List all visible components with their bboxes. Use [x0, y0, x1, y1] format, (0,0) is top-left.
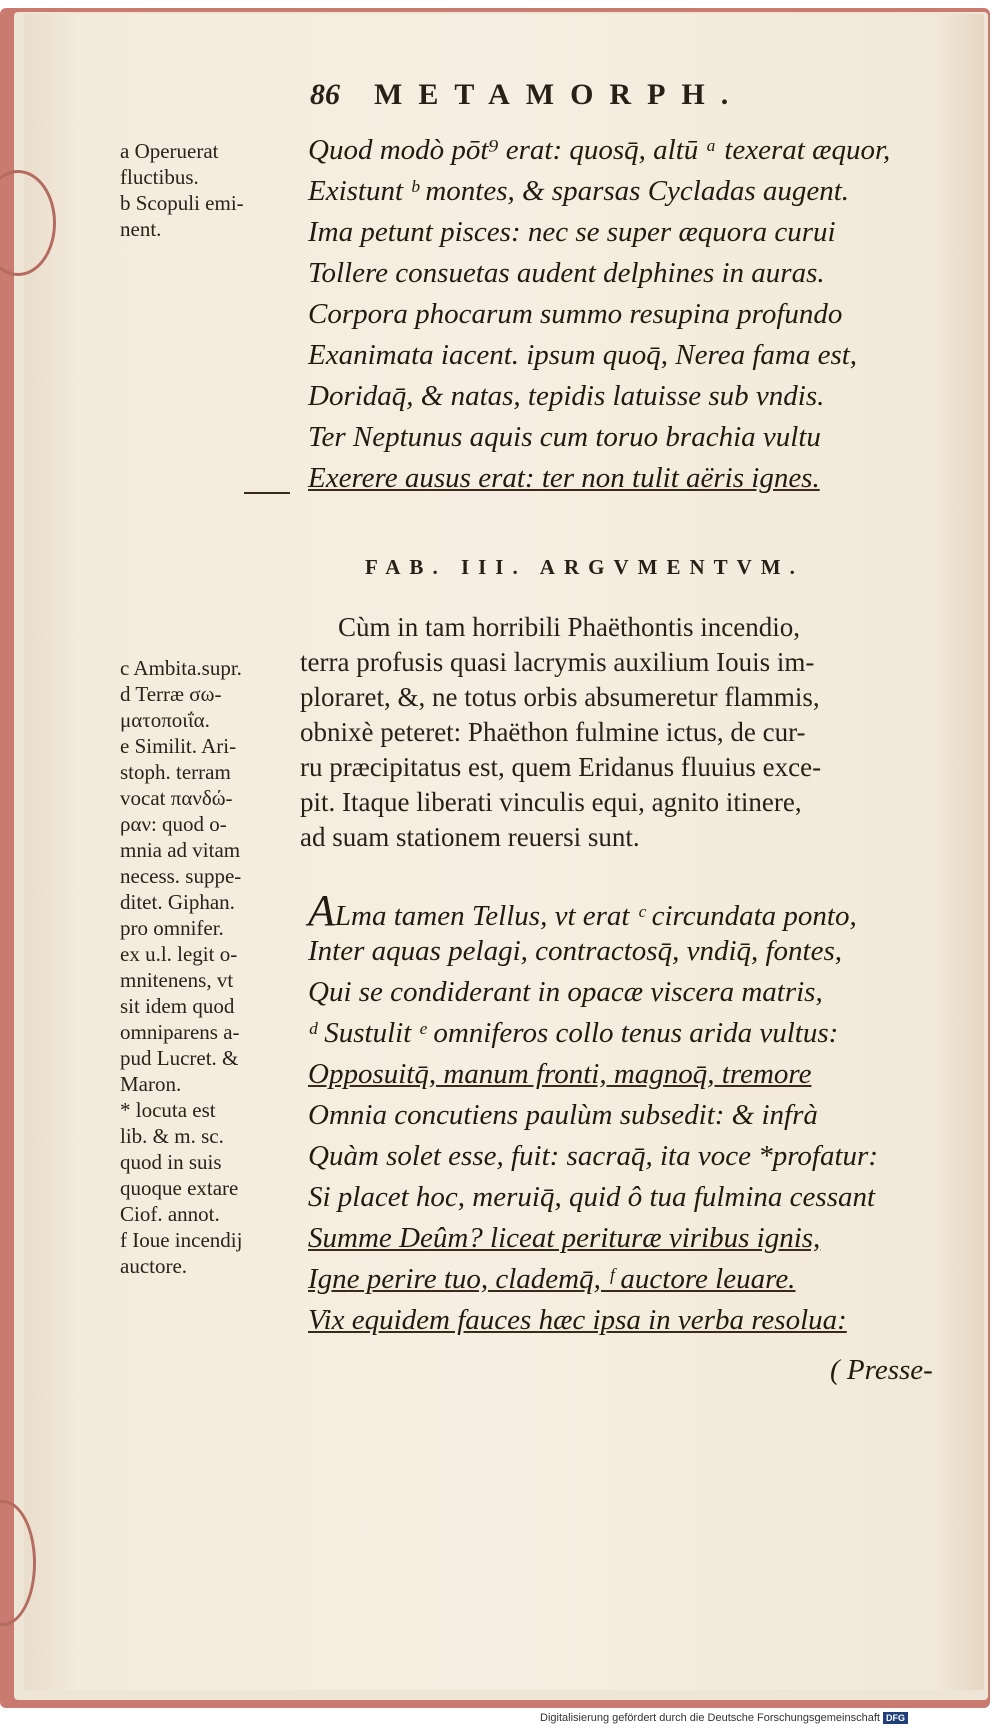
gloss-line: stoph. terram [120, 760, 231, 784]
argument-line: ad suam stationem reuersi sunt. [300, 822, 640, 852]
gloss-line: pro omnifer. [120, 916, 224, 940]
marginal-glosses-bottom [120, 655, 295, 1279]
gloss-line: d Terræ σω- [120, 682, 222, 706]
verse-line-underlined: Opposuitq̄, manum fronti, magnoq̄, tremore [308, 1058, 812, 1090]
verse-line: Omnia concutiens paulùm subsedit: & infrà [308, 1099, 818, 1131]
running-head [310, 78, 744, 112]
verse-line: ᵈ Sustulit ᵉ omniferos collo tenus arida vultus: [308, 1017, 839, 1049]
gloss-line: omniparens a- [120, 1020, 240, 1044]
gloss-line: c Ambita.supr. [120, 656, 242, 680]
gloss-line: a Operuerat [120, 139, 219, 163]
gloss-line: Maron. [120, 1072, 182, 1096]
argument-line: terra profusis quasi lacrymis auxilium Iouis im- [300, 647, 815, 677]
initial-letter: A [308, 886, 335, 935]
argument-line: Cùm in tam horribili Phaëthontis incendio, [338, 612, 800, 642]
page-number: 86 [310, 78, 340, 111]
catchword: ( Presse- [830, 1354, 933, 1386]
verse-line: Doridaq̄, & natas, tepidis latuisse sub vndis. [308, 380, 825, 412]
verse-line-first [308, 886, 968, 935]
gloss-line: auctore. [120, 1254, 188, 1278]
argument-line: ploraret, &, ne totus orbis absumeretur flammis, [300, 682, 820, 712]
verse-line-underlined: Exerere ausus erat: ter non tulit aëris ignes. [308, 462, 820, 494]
gloss-line: ραν: quod o- [120, 812, 227, 836]
gloss-line: necess. suppe- [120, 864, 242, 888]
gloss-line: nent. [120, 217, 162, 241]
gloss-line: * locuta est [120, 1098, 216, 1122]
gloss-line: sit idem quod [120, 994, 235, 1018]
verse-line: Exanimata iacent. ipsum quoq̄, Nerea fama est, [308, 339, 858, 371]
verse-line: Quod modò pōt⁹ erat: quosq̄, altū ᵃ texerat æquor, [308, 134, 891, 166]
verse-line-underlined: Igne perire tuo, clademq̄, ᶠ auctore leuare. [308, 1263, 796, 1295]
marginal-glosses-top [120, 138, 295, 242]
gloss-line: vocat πανδώ- [120, 786, 233, 810]
verse-line: Qui se condiderant in opacæ viscera matris, [308, 976, 823, 1008]
gloss-line: f Ioue incendij [120, 1228, 243, 1252]
gloss-line: fluctibus. [120, 165, 199, 189]
gloss-line: e Similit. Ari- [120, 734, 237, 758]
argument-line: pit. Itaque liberati vinculis equi, agnito itinere, [300, 787, 802, 817]
footer-text: Digitalisierung gefördert durch die Deutsche Forschungsgemeinschaft [540, 1712, 880, 1724]
gloss-line: mnia ad vitam [120, 838, 241, 862]
gloss-line: ματοποιΐα. [120, 708, 210, 732]
pencil-mark [244, 492, 290, 494]
gloss-line: lib. & m. sc. [120, 1124, 224, 1148]
verse-line: Inter aquas pelagi, contractosq̄, vndiq̄, fontes, [308, 935, 843, 967]
fable-title: FAB. III. ARGVMENTVM. [365, 555, 804, 579]
dfg-logo: DFG [883, 1712, 908, 1724]
gloss-line: Ciof. annot. [120, 1202, 220, 1226]
running-title: METAMORPH. [374, 78, 745, 111]
gloss-line: quoque extare [120, 1176, 239, 1200]
argument-line: ru præcipitatus est, quem Eridanus fluuius exce- [300, 752, 822, 782]
gloss-line: mnitenens, vt [120, 968, 234, 992]
verse-block-top [308, 130, 968, 499]
gloss-line: ditet. Giphan. [120, 890, 235, 914]
gloss-line: quod in suis [120, 1150, 222, 1174]
verse-line: Existunt ᵇ montes, & sparsas Cycladas augent. [308, 175, 850, 207]
verse-line-text: Lma tamen Tellus, vt erat ᶜ circundata ponto, [334, 900, 857, 932]
verse-block-bottom [308, 886, 968, 1341]
verse-line: Corpora phocarum summo resupina profundo [308, 298, 843, 330]
digitization-footer [540, 1712, 908, 1724]
gloss-line: b Scopuli emi- [120, 191, 244, 215]
argument-text [300, 610, 960, 855]
verse-line-underlined: Summe Deûm? liceat perituræ viribus ignis, [308, 1222, 821, 1254]
argument-line: obnixè peteret: Phaëthon fulmine ictus, de cur- [300, 717, 806, 747]
verse-line: Ter Neptunus aquis cum toruo brachia vultu [308, 421, 821, 453]
verse-line: Si placet hoc, meruiq̄, quid ô tua fulmina cessant [308, 1181, 876, 1213]
verse-line-underlined: Vix equidem fauces hæc ipsa in verba resolua: [308, 1304, 847, 1336]
gloss-line: ex u.l. legit o- [120, 942, 238, 966]
verse-line: Ima petunt pisces: nec se super æquora curui [308, 216, 836, 248]
verse-line: Quàm solet esse, fuit: sacraq̄, ita voce *profatur: [308, 1140, 878, 1172]
gloss-line: pud Lucret. & [120, 1046, 239, 1070]
verse-line: Tollere consuetas audent delphines in auras. [308, 257, 825, 289]
